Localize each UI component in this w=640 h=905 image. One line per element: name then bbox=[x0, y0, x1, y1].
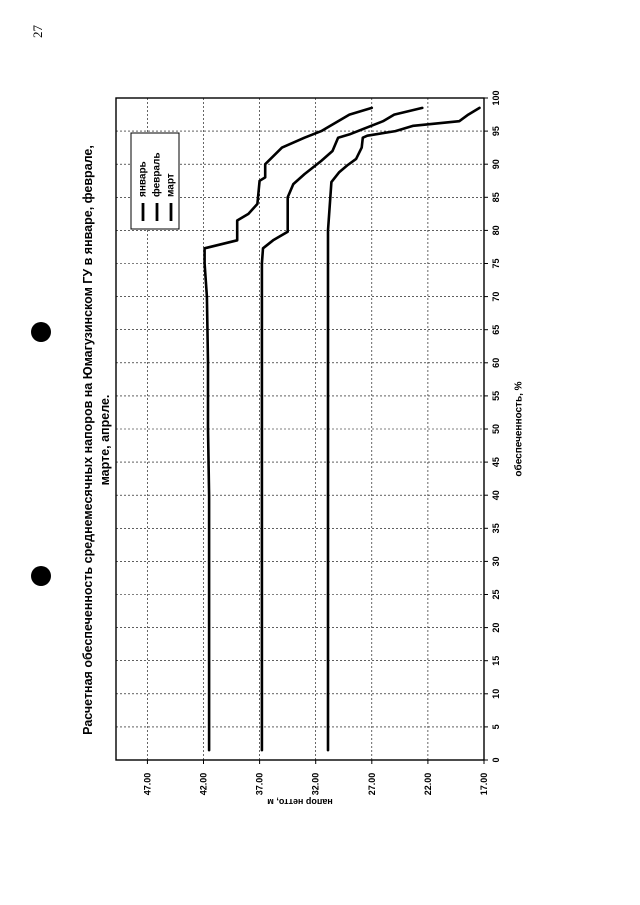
chart-title-line-2: марте, апреле. bbox=[98, 394, 112, 486]
y-tick-label-27.00: 27.00 bbox=[366, 772, 377, 796]
x-tick-label-95: 95 bbox=[491, 126, 501, 137]
x-tick-label-40: 40 bbox=[491, 490, 501, 501]
x-tick-label-65: 65 bbox=[491, 324, 501, 335]
x-tick-label-0: 0 bbox=[491, 757, 501, 763]
x-tick-label-15: 15 bbox=[491, 655, 501, 666]
x-tick-label-60: 60 bbox=[491, 357, 501, 368]
legend bbox=[131, 133, 179, 229]
page-number: 27 bbox=[30, 25, 45, 38]
x-tick-label-85: 85 bbox=[491, 192, 501, 203]
x-tick-label-75: 75 bbox=[491, 258, 501, 269]
x-axis-label: обеспеченность, % bbox=[513, 381, 525, 477]
x-tick-label-30: 30 bbox=[491, 556, 501, 567]
x-tick-label-25: 25 bbox=[491, 589, 501, 600]
x-tick-label-5: 5 bbox=[491, 724, 501, 730]
x-tick-label-80: 80 bbox=[491, 225, 501, 236]
x-tick-label-45: 45 bbox=[491, 457, 501, 468]
y-tick-label-42.00: 42.00 bbox=[198, 772, 209, 796]
x-tick-label-70: 70 bbox=[491, 291, 501, 302]
x-tick-label-100: 100 bbox=[491, 90, 501, 106]
tick-labels bbox=[142, 90, 501, 795]
legend-label-1: январь bbox=[137, 161, 149, 197]
x-tick-label-10: 10 bbox=[491, 688, 501, 699]
y-tick-label-37.00: 37.00 bbox=[254, 772, 265, 796]
y-tick-label-22.00: 22.00 bbox=[422, 772, 433, 796]
x-tick-label-20: 20 bbox=[491, 622, 501, 633]
legend-label-2: февраль bbox=[151, 152, 163, 197]
x-tick-label-90: 90 bbox=[491, 159, 501, 170]
y-axis-label: напор нетто, м bbox=[267, 797, 333, 807]
x-tick-label-50: 50 bbox=[491, 423, 501, 435]
x-tick-label-35: 35 bbox=[491, 523, 501, 534]
x-tick-label-55: 55 bbox=[491, 390, 501, 401]
chart-title-line-1: Расчетная обеспеченность среднемесячных напоров на Юмагузинском ГУ в январе, феврале, bbox=[81, 145, 95, 735]
y-tick-label-17.00: 17.00 bbox=[479, 772, 489, 796]
y-tick-label-47.00: 47.00 bbox=[142, 772, 153, 796]
legend-label-3: март bbox=[165, 173, 177, 197]
y-tick-label-32.00: 32.00 bbox=[310, 772, 321, 796]
